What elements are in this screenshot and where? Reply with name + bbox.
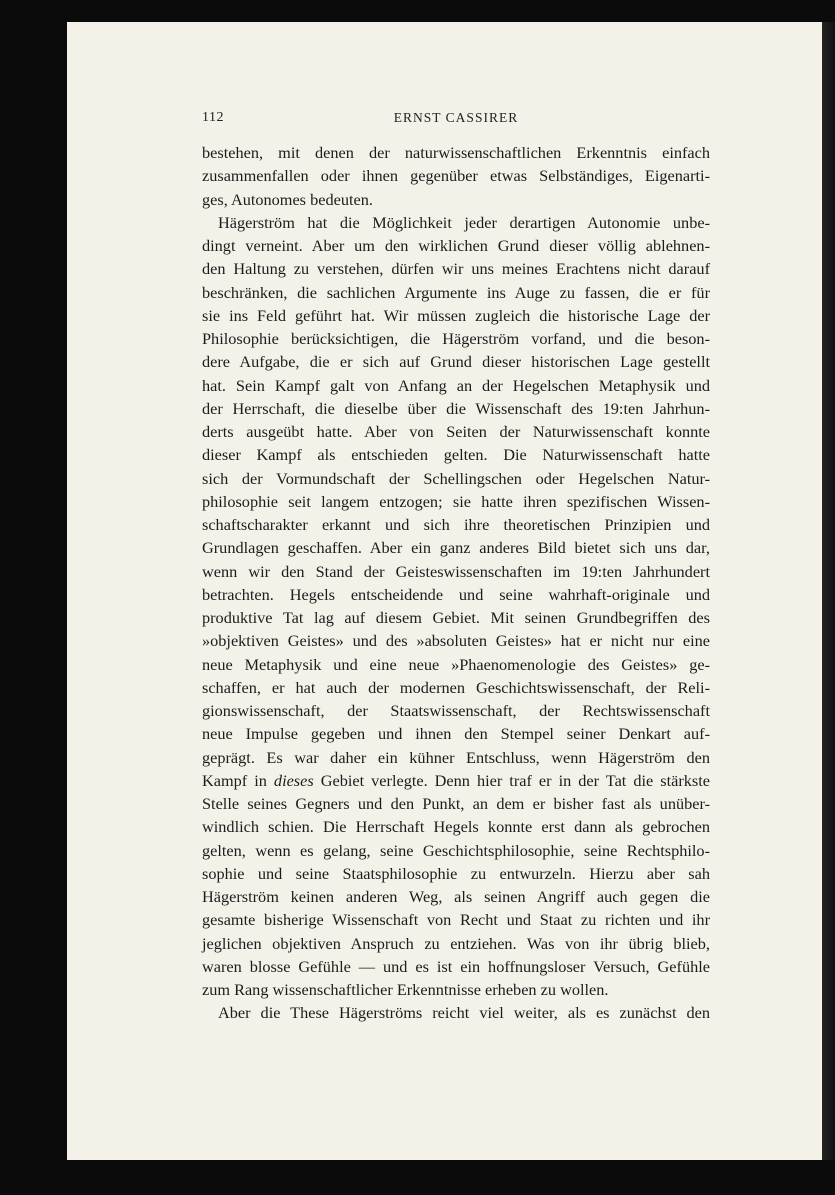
text-line: geprägt. Es war daher ein kühner Entschluss, wenn Hägerström den	[202, 747, 710, 767]
page-edge	[822, 22, 835, 1160]
text-line: jeglichen objektiven Anspruch zu entziehen. Was von ihr übrig blieb,	[202, 933, 710, 953]
text-line: Grundlagen geschaffen. Aber ein ganz anderes Bild bietet sich uns dar,	[202, 538, 710, 558]
text-line: »objektiven Geistes» und des »absoluten Geistes» hat er nicht nur eine	[202, 631, 710, 651]
text-line: windlich schien. Die Herrschaft Hegels konnte erst dann als gebrochen	[202, 817, 710, 837]
text-line: zusammenfallen oder ihnen gegenüber etwas Selbständiges, Eigenarti-	[202, 166, 710, 186]
text-run: Gebiet verlegte. Denn hier traf er in der Tat die stärkste	[313, 770, 710, 790]
text-line: produktive Tat lag auf diesem Gebiet. Mit seinen Grundbegriffen des	[202, 608, 710, 627]
text-line: den Haltung zu verstehen, dürfen wir uns meines Erachtens nicht darauf	[202, 259, 710, 279]
text-line: Philosophie berücksichtigen, die Hägerström vorfand, und die beson-	[202, 329, 710, 348]
text-line: bestehen, mit denen der naturwissenschaftlichen Erkenntnis einfach	[202, 143, 710, 162]
text-line: gelten, wenn es gelang, seine Geschichtsphilosophie, seine Rechtsphilo-	[202, 840, 710, 860]
text-line: sophie und seine Staatsphilosophie zu entwurzeln. Hierzu aber sah	[202, 863, 710, 883]
text-line: dieser Kampf als entschieden gelten. Die Naturwissenschaft hatte	[202, 445, 710, 465]
text-line: hat. Sein Kampf galt von Anfang an der Hegelschen Metaphysik und	[202, 375, 710, 395]
text-line: Aber die These Hägerströms reicht viel weiter, als es zunächst den	[218, 1003, 710, 1023]
text-line: dere Aufgabe, die er sich auf Grund dieser historischen Lage gestellt	[202, 352, 710, 372]
text-line: neue Impulse gegeben und ihnen den Stempel seiner Denkart auf-	[202, 724, 710, 744]
text-line: neue Metaphysik und eine neue »Phaenomenologie des Geistes» ge-	[202, 654, 710, 674]
running-title: ERNST CASSIRER	[393, 110, 519, 125]
text-line: philosophie seit langem entzogen; sie hatte ihren spezifischen Wissen-	[202, 491, 710, 511]
page-header	[202, 110, 710, 126]
text-line: gionswissenschaft, der Staatswissenschaft, der Rechtswissenschaft	[202, 701, 710, 720]
text-line: Stelle seines Gegners und den Punkt, an dem er bisher fast als unüber-	[202, 794, 710, 813]
text-line: schaffen, er hat auch der modernen Geschichtswissenschaft, der Reli-	[202, 677, 710, 697]
text-line: derts ausgeübt hatte. Aber von Seiten der Naturwissenschaft konnte	[202, 422, 710, 441]
italic-word: dieses	[273, 770, 314, 790]
text-line: waren blosse Gefühle — und es ist ein hoffnungsloser Versuch, Gefühle	[202, 956, 710, 976]
text-line: Hägerström hat die Möglichkeit jeder derartigen Autonomie unbe-	[218, 212, 710, 232]
text-line: beschränken, die sachlichen Argumente ins Auge zu fassen, die er für	[202, 282, 710, 302]
text-line: gesamte bisherige Wissenschaft von Recht und Staat zu richten und ihr	[202, 910, 710, 930]
page-number: 112	[202, 110, 224, 125]
text-line: ges, Autonomes bedeuten.	[202, 189, 373, 209]
text-line: der Herrschaft, die dieselbe über die Wissenschaft des 19:ten Jahrhun-	[202, 398, 710, 418]
text-line: Hägerström keinen anderen Weg, als seinen Angriff auch gegen die	[202, 887, 710, 906]
text-line: sich der Vormundschaft der Schellingschen oder Hegelschen Natur-	[202, 468, 710, 488]
text-line: betrachten. Hegels entscheidende und seine wahrhaft-originale und	[202, 584, 710, 604]
text-run: Kampf in	[202, 770, 274, 790]
text-line: zum Rang wissenschaftlicher Erkenntnisse erheben zu wollen.	[202, 980, 609, 999]
body-text	[202, 141, 710, 1025]
text-line: sie ins Feld geführt hat. Wir müssen zugleich die historische Lage der	[202, 305, 710, 325]
text-line: dingt verneint. Aber um den wirklichen Grund dieser völlig ablehnen-	[202, 236, 710, 255]
text-line: schaftscharakter erkannt und sich ihre theoretischen Prinzipien und	[202, 515, 710, 534]
text-line-italic	[202, 769, 710, 792]
text-line: wenn wir den Stand der Geisteswissenschaften im 19:ten Jahrhundert	[202, 561, 710, 581]
